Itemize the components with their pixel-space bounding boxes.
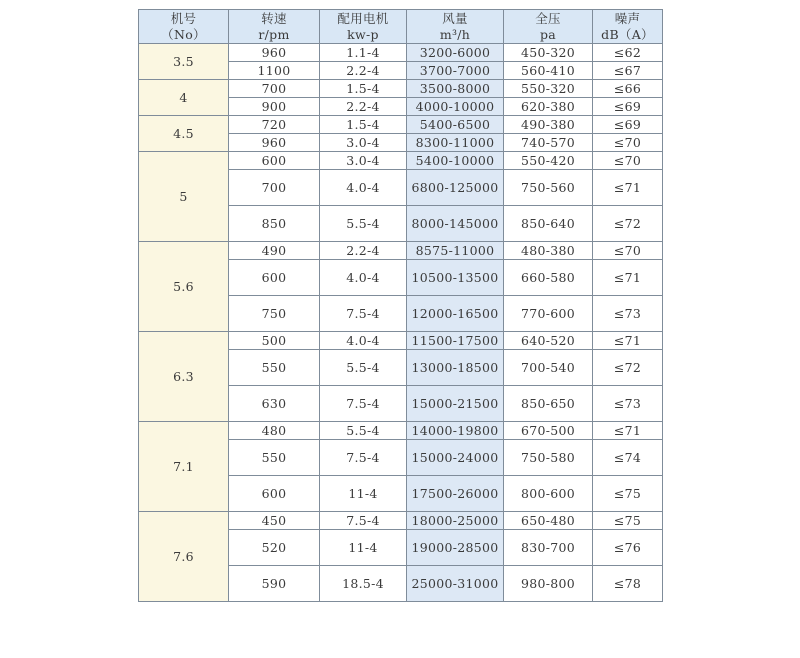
model-cell: 5.6 [139, 242, 229, 332]
noise-cell: ≤62 [593, 44, 663, 62]
airflow-cell: 15000-24000 [407, 440, 504, 476]
motor-cell: 18.5-4 [320, 566, 407, 602]
noise-cell: ≤76 [593, 530, 663, 566]
speed-cell: 480 [229, 422, 320, 440]
table-body [139, 10, 663, 602]
noise-cell: ≤74 [593, 440, 663, 476]
airflow-cell: 8000-145000 [407, 206, 504, 242]
model-cell: 4.5 [139, 116, 229, 152]
airflow-cell: 18000-25000 [407, 512, 504, 530]
motor-cell: 1.5-4 [320, 80, 407, 98]
pressure-cell: 750-560 [504, 170, 593, 206]
pressure-cell: 750-580 [504, 440, 593, 476]
pressure-cell: 620-380 [504, 98, 593, 116]
pressure-cell: 450-320 [504, 44, 593, 62]
pressure-cell: 480-380 [504, 242, 593, 260]
airflow-cell: 14000-19800 [407, 422, 504, 440]
pressure-cell: 650-480 [504, 512, 593, 530]
model-cell: 5 [139, 152, 229, 242]
speed-cell: 850 [229, 206, 320, 242]
pressure-cell: 640-520 [504, 332, 593, 350]
pressure-cell: 770-600 [504, 296, 593, 332]
motor-cell: 2.2-4 [320, 242, 407, 260]
pressure-cell: 560-410 [504, 62, 593, 80]
airflow-cell: 8575-11000 [407, 242, 504, 260]
header-noise: 噪声 dB（A） [593, 10, 663, 44]
table-row [139, 152, 663, 170]
motor-cell: 5.5-4 [320, 206, 407, 242]
noise-cell: ≤73 [593, 386, 663, 422]
motor-cell: 5.5-4 [320, 350, 407, 386]
airflow-cell: 3500-8000 [407, 80, 504, 98]
noise-cell: ≤70 [593, 242, 663, 260]
airflow-cell: 17500-26000 [407, 476, 504, 512]
speed-cell: 600 [229, 260, 320, 296]
airflow-cell: 15000-21500 [407, 386, 504, 422]
noise-cell: ≤71 [593, 332, 663, 350]
speed-cell: 900 [229, 98, 320, 116]
table-row [139, 512, 663, 530]
model-cell: 3.5 [139, 44, 229, 80]
header-model: 机号 （No） [139, 10, 229, 44]
airflow-cell: 3200-6000 [407, 44, 504, 62]
model-cell: 7.1 [139, 422, 229, 512]
motor-cell: 11-4 [320, 476, 407, 512]
speed-cell: 960 [229, 134, 320, 152]
pressure-cell: 670-500 [504, 422, 593, 440]
speed-cell: 750 [229, 296, 320, 332]
noise-cell: ≤71 [593, 260, 663, 296]
model-cell: 6.3 [139, 332, 229, 422]
airflow-cell: 3700-7000 [407, 62, 504, 80]
header-motor: 配用电机 kw-p [320, 10, 407, 44]
noise-cell: ≤75 [593, 476, 663, 512]
motor-cell: 4.0-4 [320, 170, 407, 206]
noise-cell: ≤70 [593, 134, 663, 152]
table-row [139, 332, 663, 350]
table-row [139, 422, 663, 440]
speed-cell: 1100 [229, 62, 320, 80]
motor-cell: 1.1-4 [320, 44, 407, 62]
noise-cell: ≤72 [593, 206, 663, 242]
airflow-cell: 13000-18500 [407, 350, 504, 386]
motor-cell: 7.5-4 [320, 296, 407, 332]
noise-cell: ≤66 [593, 80, 663, 98]
airflow-cell: 8300-11000 [407, 134, 504, 152]
motor-cell: 2.2-4 [320, 62, 407, 80]
motor-cell: 7.5-4 [320, 512, 407, 530]
motor-cell: 5.5-4 [320, 422, 407, 440]
noise-cell: ≤70 [593, 152, 663, 170]
pressure-cell: 660-580 [504, 260, 593, 296]
airflow-cell: 10500-13500 [407, 260, 504, 296]
noise-cell: ≤69 [593, 116, 663, 134]
noise-cell: ≤71 [593, 170, 663, 206]
speed-cell: 600 [229, 476, 320, 512]
motor-cell: 4.0-4 [320, 332, 407, 350]
pressure-cell: 490-380 [504, 116, 593, 134]
noise-cell: ≤72 [593, 350, 663, 386]
motor-cell: 3.0-4 [320, 152, 407, 170]
motor-cell: 3.0-4 [320, 134, 407, 152]
speed-cell: 520 [229, 530, 320, 566]
table-row [139, 116, 663, 134]
fan-spec-table [138, 9, 663, 602]
noise-cell: ≤78 [593, 566, 663, 602]
speed-cell: 590 [229, 566, 320, 602]
pressure-cell: 740-570 [504, 134, 593, 152]
table-row [139, 80, 663, 98]
pressure-cell: 700-540 [504, 350, 593, 386]
header-speed: 转速 r/pm [229, 10, 320, 44]
pressure-cell: 800-600 [504, 476, 593, 512]
motor-cell: 7.5-4 [320, 386, 407, 422]
motor-cell: 2.2-4 [320, 98, 407, 116]
airflow-cell: 5400-10000 [407, 152, 504, 170]
airflow-cell: 11500-17500 [407, 332, 504, 350]
speed-cell: 960 [229, 44, 320, 62]
noise-cell: ≤69 [593, 98, 663, 116]
pressure-cell: 550-420 [504, 152, 593, 170]
speed-cell: 450 [229, 512, 320, 530]
speed-cell: 630 [229, 386, 320, 422]
noise-cell: ≤75 [593, 512, 663, 530]
speed-cell: 600 [229, 152, 320, 170]
airflow-cell: 12000-16500 [407, 296, 504, 332]
motor-cell: 11-4 [320, 530, 407, 566]
motor-cell: 4.0-4 [320, 260, 407, 296]
pressure-cell: 980-800 [504, 566, 593, 602]
noise-cell: ≤67 [593, 62, 663, 80]
pressure-cell: 830-700 [504, 530, 593, 566]
airflow-cell: 19000-28500 [407, 530, 504, 566]
motor-cell: 7.5-4 [320, 440, 407, 476]
speed-cell: 490 [229, 242, 320, 260]
airflow-cell: 5400-6500 [407, 116, 504, 134]
airflow-cell: 25000-31000 [407, 566, 504, 602]
table-row [139, 242, 663, 260]
noise-cell: ≤73 [593, 296, 663, 332]
airflow-cell: 6800-125000 [407, 170, 504, 206]
airflow-cell: 4000-10000 [407, 98, 504, 116]
pressure-cell: 850-650 [504, 386, 593, 422]
speed-cell: 700 [229, 80, 320, 98]
model-cell: 4 [139, 80, 229, 116]
table-row [139, 44, 663, 62]
pressure-cell: 550-320 [504, 80, 593, 98]
pressure-cell: 850-640 [504, 206, 593, 242]
speed-cell: 720 [229, 116, 320, 134]
speed-cell: 550 [229, 350, 320, 386]
speed-cell: 550 [229, 440, 320, 476]
header-airflow: 风量 m³/h [407, 10, 504, 44]
speed-cell: 700 [229, 170, 320, 206]
model-cell: 7.6 [139, 512, 229, 602]
motor-cell: 1.5-4 [320, 116, 407, 134]
header-pressure: 全压 pa [504, 10, 593, 44]
noise-cell: ≤71 [593, 422, 663, 440]
header-row [139, 10, 663, 44]
speed-cell: 500 [229, 332, 320, 350]
